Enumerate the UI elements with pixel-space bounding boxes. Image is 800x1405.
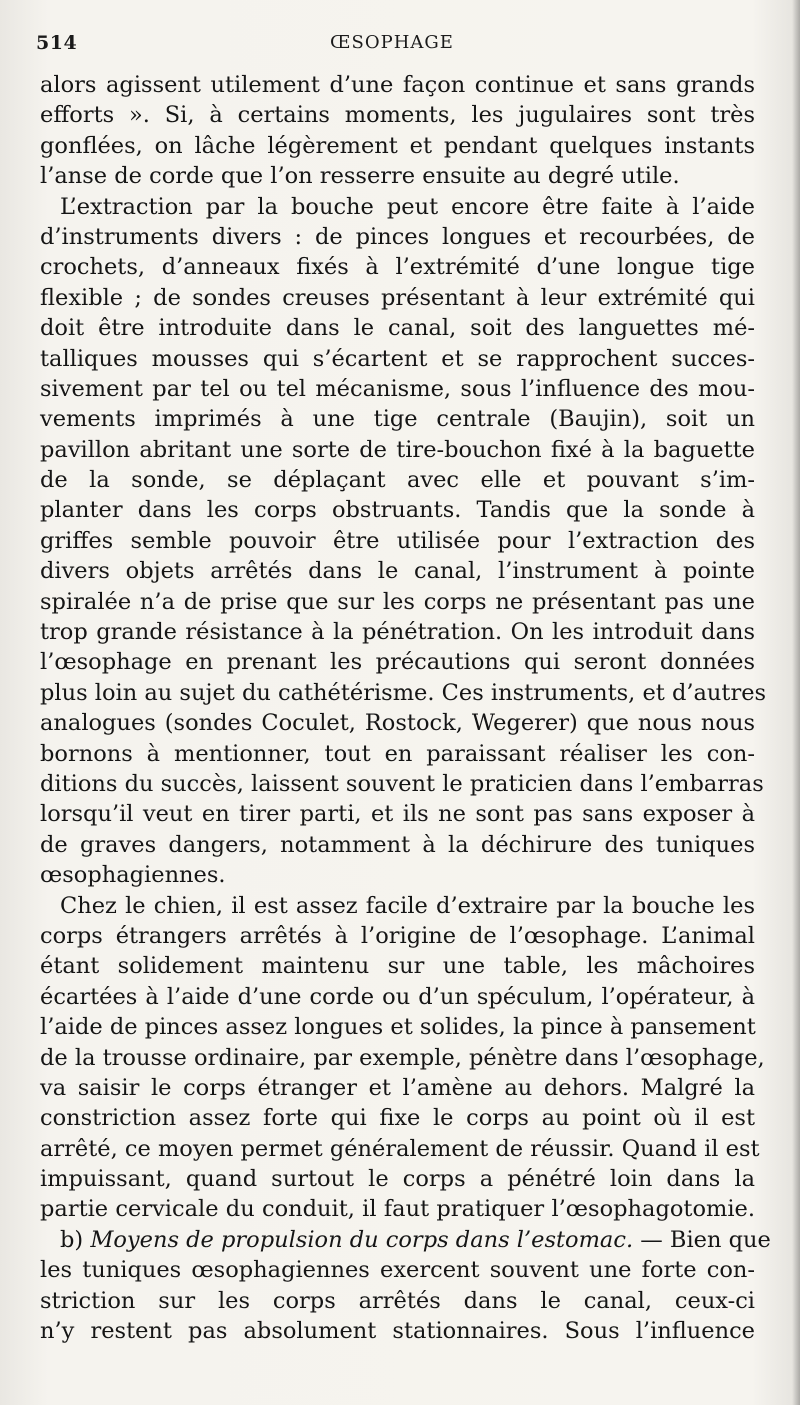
body-text (40, 70, 771, 1346)
text-line: de graves dangers, notamment à la déchirure des tuniques (40, 831, 755, 858)
page-header (36, 32, 748, 62)
text-line: étant solidement maintenu sur une table, les mâchoires (40, 953, 755, 980)
text-line: spiralée n’a de prise que sur les corps ne présentant pas une (40, 588, 755, 615)
text-line: divers objets arrêtés dans le canal, l’instrument à pointe (40, 558, 755, 585)
text-line: impuissant, quand surtout le corps a pénétré loin dans la (40, 1166, 755, 1193)
section-label: b) (60, 1226, 84, 1253)
text-line: striction sur les corps arrêtés dans le canal, ceux-ci (40, 1287, 755, 1314)
page-number: 514 (36, 32, 78, 54)
text-line: de la trousse ordinaire, par exemple, pénètre dans l’œsophage, (40, 1044, 765, 1071)
text-line: alors agissent utilement d’une façon continue et sans grands (40, 72, 755, 98)
section-heading-italic: Moyens de propulsion du corps dans l’estomac. (90, 1226, 634, 1253)
section-dash: — (640, 1226, 663, 1253)
text-line: de la sonde, se déplaçant avec elle et pouvant s’im- (40, 467, 755, 494)
text-line: flexible ; de sondes creuses présentant à leur extrémité qui (40, 284, 755, 311)
text-line: partie cervicale du conduit, il faut pratiquer l’œsophagotomie. (40, 1196, 755, 1223)
text-line: écartées à l’aide d’une corde ou d’un spéculum, l’opérateur, à (40, 983, 755, 1010)
text-line: efforts ». Si, à certains moments, les jugulaires sont très (40, 102, 755, 129)
text-line: plus loin au sujet du cathétérisme. Ces instruments, et d’autres (40, 679, 767, 706)
text-line: n’y restent pas absolument stationnaires. Sous l’influence (40, 1318, 755, 1345)
text-line: planter dans les corps obstruants. Tandis que la sonde à (40, 497, 755, 524)
text-line: arrêté, ce moyen permet généralement de réussir. Quand il est (40, 1135, 760, 1162)
text-line: doit être introduite dans le canal, soit des languettes mé- (40, 315, 755, 342)
text-line: va saisir le corps étranger et l’amène au dehors. Malgré la (40, 1074, 755, 1101)
text-line: l’œsophage en prenant les précautions qui seront données (40, 649, 755, 676)
text-line: lorsqu’il veut en tirer parti, et ils ne sont pas sans exposer à (40, 801, 755, 828)
section-heading-line (40, 1225, 771, 1255)
text-line: d’instruments divers : de pinces longues et recourbées, de (40, 223, 755, 250)
text-line: ditions du succès, laissent souvent le praticien dans l’embarras (40, 770, 764, 797)
text-line: gonflées, on lâche légèrement et pendant quelques instants (40, 132, 755, 159)
text-line: talliques mousses qui s’écartent et se rapprochent succes- (40, 345, 755, 372)
text-line: constriction assez forte qui fixe le corps au point où il est (40, 1105, 755, 1132)
text-line: œsophagiennes. (40, 862, 226, 889)
text-line: analogues (sondes Coculet, Rostock, Wegerer) que nous nous (40, 710, 755, 737)
running-head: ŒSOPHAGE (330, 32, 454, 53)
paragraph-first-line: Chez le chien, il est assez facile d’extraire par la bouche les (60, 892, 755, 919)
text-line: corps étrangers arrêtés à l’origine de l’œsophage. L’animal (40, 922, 755, 949)
text-line: sivement par tel ou tel mécanisme, sous l’influence des mou- (40, 375, 755, 402)
text-line: trop grande résistance à la pénétration. On les introduit dans (40, 619, 755, 646)
text-line: l’anse de corde que l’on resserre ensuite au degré utile. (40, 163, 680, 190)
text-line: vements imprimés à une tige centrale (Baujin), soit un (40, 406, 755, 433)
page-edge-shadow (792, 0, 800, 1405)
text-line: les tuniques œsophagiennes exercent souvent une forte con- (40, 1257, 755, 1284)
text-line: bornons à mentionner, tout en paraissant réaliser les con- (40, 740, 755, 767)
section-heading-text: Bien que (669, 1226, 771, 1253)
text-line: l’aide de pinces assez longues et solides, la pince à pansement (40, 1014, 756, 1041)
text-line: crochets, d’anneaux fixés à l’extrémité d’une longue tige (40, 254, 755, 281)
paragraph-first-line: L’extraction par la bouche peut encore être faite à l’aide (60, 193, 755, 220)
text-line: pavillon abritant une sorte de tire-bouchon fixé à la baguette (40, 436, 755, 463)
text-line: griffes semble pouvoir être utilisée pour l’extraction des (40, 527, 755, 554)
